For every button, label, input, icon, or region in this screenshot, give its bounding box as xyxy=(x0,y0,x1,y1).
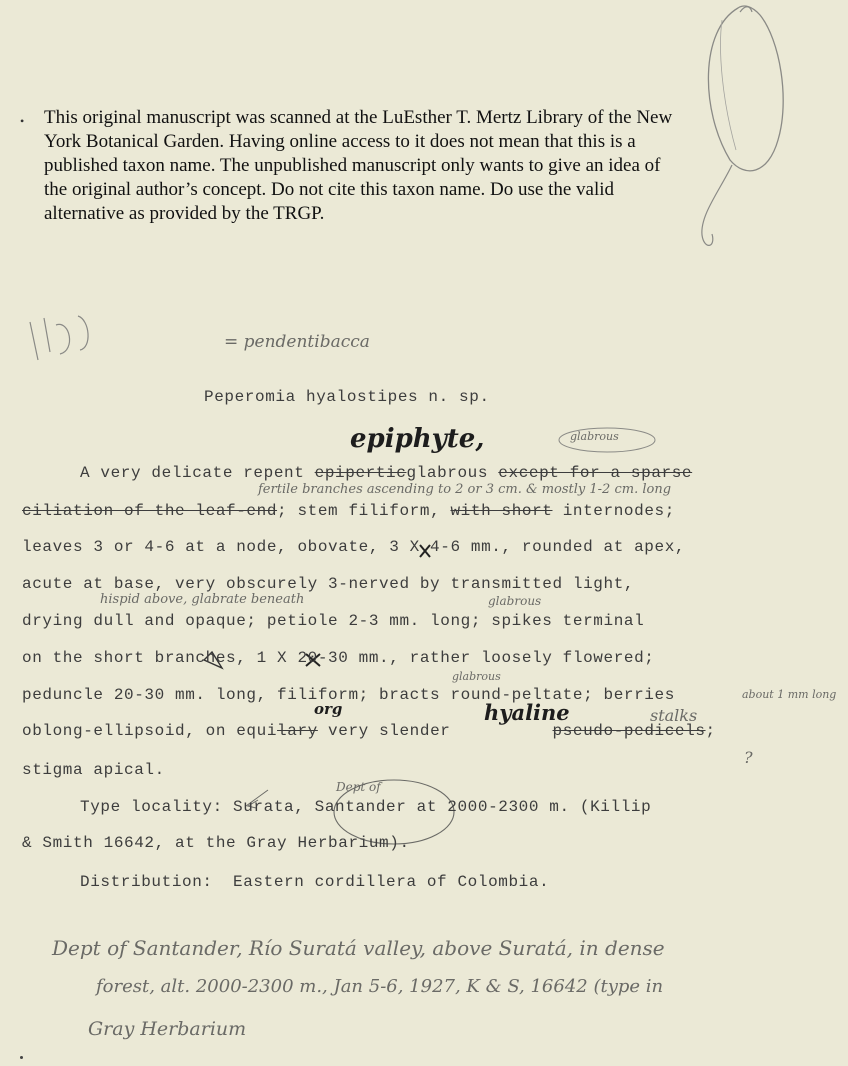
collection-note-line-3: Gray Herbarium xyxy=(88,1018,247,1040)
typescript-line-2: ciliation of the leaf-end; stem filiform, with short internodes; xyxy=(22,502,675,520)
glabrous-note-3: glabrous xyxy=(452,670,501,683)
question-note: ? xyxy=(744,748,753,767)
typescript-line-4: acute at base, very obscurely 3-nerved by transmitted light, xyxy=(22,575,635,593)
typescript-line-8: oblong-ellipsoid, on equilary very slender pseudo-pedicels; xyxy=(22,722,716,740)
about-mm-long-note: about 1 mm long xyxy=(742,688,837,701)
species-title: Peperomia hyalostipes n. sp. xyxy=(204,388,490,406)
type-locality-line-2: & Smith 16642, at the Gray Herbarium). xyxy=(22,834,410,852)
epiphyte-note: epiphyte, xyxy=(350,424,485,454)
typescript-line-3: leaves 3 or 4-6 at a node, obovate, 3 X 4-6 mm., rounded at apex, xyxy=(22,538,686,556)
collection-note-line-1: Dept of Santander, Río Suratá valley, above Suratá, in dense xyxy=(52,936,665,960)
orange-note: org xyxy=(314,700,343,718)
collection-note-line-2: forest, alt. 2000-2300 m., Jan 5-6, 1927, K & S, 16642 (type in xyxy=(96,976,664,997)
hispid-note: hispid above, glabrate beneath xyxy=(100,592,305,607)
notice-bullet: • xyxy=(20,114,25,128)
page-mark xyxy=(20,1056,23,1059)
fertile-branches-note: fertile branches ascending to 2 or 3 cm. & mostly 1-2 cm. long xyxy=(258,482,672,497)
typescript-line-9: stigma apical. xyxy=(22,761,165,779)
hyaline-note: hyaline xyxy=(484,700,570,725)
synonym-note: = pendentibacca xyxy=(224,332,370,352)
glabrous-circled-note: glabrous xyxy=(570,430,619,443)
typescript-line-6: on the short branches, 1 X 20-30 mm., rather loosely flowered; xyxy=(22,649,655,667)
stalks-note: stalks xyxy=(650,706,698,725)
typescript-line-1: A very delicate repent epiperticglabrous except for a sparse xyxy=(80,464,693,482)
distribution: Distribution: Eastern cordillera of Colombia. xyxy=(80,873,550,891)
library-notice: This original manuscript was scanned at the LuEsther T. Mertz Library of the New York Botanical Garden. Having online access to it does not mean that this is a published taxon name. The unpublished manuscript only wants to give an idea of the original author’s concept. Do not cite this taxon name. Do use the valid alternative as provided by the TRGP. xyxy=(44,107,673,224)
type-locality: Type locality: Surata, Santander at 2000-2300 m. (Killip xyxy=(80,798,652,816)
typescript-line-5: drying dull and opaque; petiole 2-3 mm. long; spikes terminal xyxy=(22,612,645,630)
glabrous-note-2: glabrous xyxy=(488,594,542,608)
dept-note: Dept of xyxy=(336,780,381,794)
typescript-line-7: peduncle 20-30 mm. long, filiform; bracts round-peltate; berries xyxy=(22,686,675,704)
